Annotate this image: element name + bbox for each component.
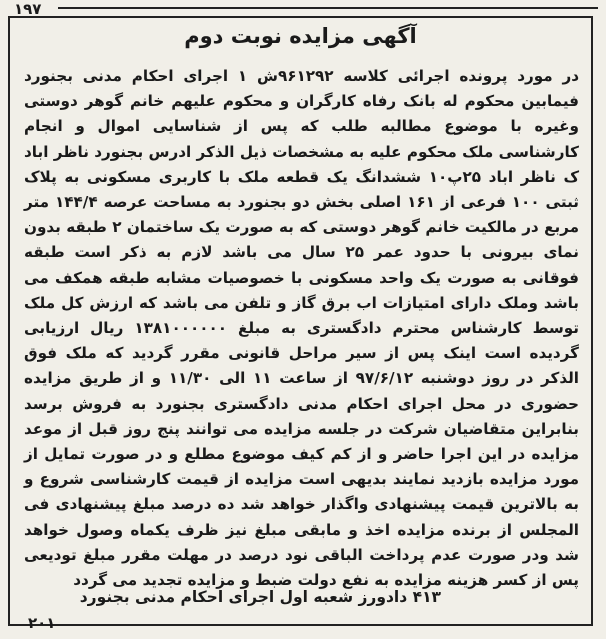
page-number-top: ۱۹۷ — [14, 0, 42, 18]
page-number-bottom: ۲۰۱ — [28, 614, 56, 632]
notice-box — [8, 16, 593, 632]
notice-signature: ۴۱۳ دادورز شعبه اول اجرای احکام مدنی بجنورد — [79, 588, 441, 606]
notice-title: آگهی مزایده نوبت دوم — [184, 24, 417, 48]
top-rule — [58, 7, 598, 9]
notice-body: در مورد پرونده اجرائی کلاسه ۹۶۱۲۹۲ش ۱ اجرای احکام مدنی بجنورد فیمابین محکوم له بانک رفاه کارگران و محکوم علیهم خانم گوهر دوستی وغیره با موضوع مطالبه طلب که پس از شناسایی اموال و انجام کارشناسی ملک محکوم علیه به مشخصات ذیل الذکر ادرس بجنورد ناظر اباد ک ناظر اباد ۲۵پ۱۰ ششدانگ یک قطعه ملک با کاربری مسکونی به پلاک ثبتی ۱۰۰ فرعی از ۱۶۱ اصلی بخش دو بجنورد به مساحت عرصه ۱۴۴/۴ متر مربع در مالکیت خانم گوهر دوستی که به صورت یک ساختمان ۲ طبقه بدون نمای بیرونی با حدود عمر ۲۵ سال می باشد لازم به ذکر است طبقه فوقانی به صورت یک واحد مسکونی با خصوصیات مشابه طبقه همکف می باشد وملک دارای امتیازات اب برق گاز و تلفن می باشد که ارزش کل ملک توسط کارشناس محترم دادگستری به مبلغ ۱۳۸۱۰۰۰۰۰۰ ریال ارزیابی گردیده است اینک پس از سیر مراحل قانونی مقرر گردید که ملک فوق الذکر در روز دوشنبه ۹۷/۶/۱۲ از ساعت ۱۱ الی ۱۱/۳۰ و از طریق مزایده حضوری در محل اجرای احکام مدنی دادگستری بجنورد به فروش برسد بنابراین متقاضیان شرکت در جلسه مزایده می توانند پنج روز قبل از موعد مزایده در این اجرا حاضر و از کم کیف موضوع مطلع و در صورت تمایل از مورد مزایده بازدید نمایند بدیهی است مزایده از قیمت کارشناسی شروع و به بالاترین قیمت پیشنهادی واگذار خواهد شد ده درصد مبلغ پیشنهادی فی المجلس از برنده مزایده اخذ و مابقی مبلغ نیز ظرف یکماه وصول خواهد شد ودر صورت عدم پرداخت الباقی نود درصد در مهلت مقرر مبلغ تودیعی پس از کسر هزینه مزایده به نفع دولت ضبط و مزایده تجدید می گردد — [24, 67, 580, 590]
